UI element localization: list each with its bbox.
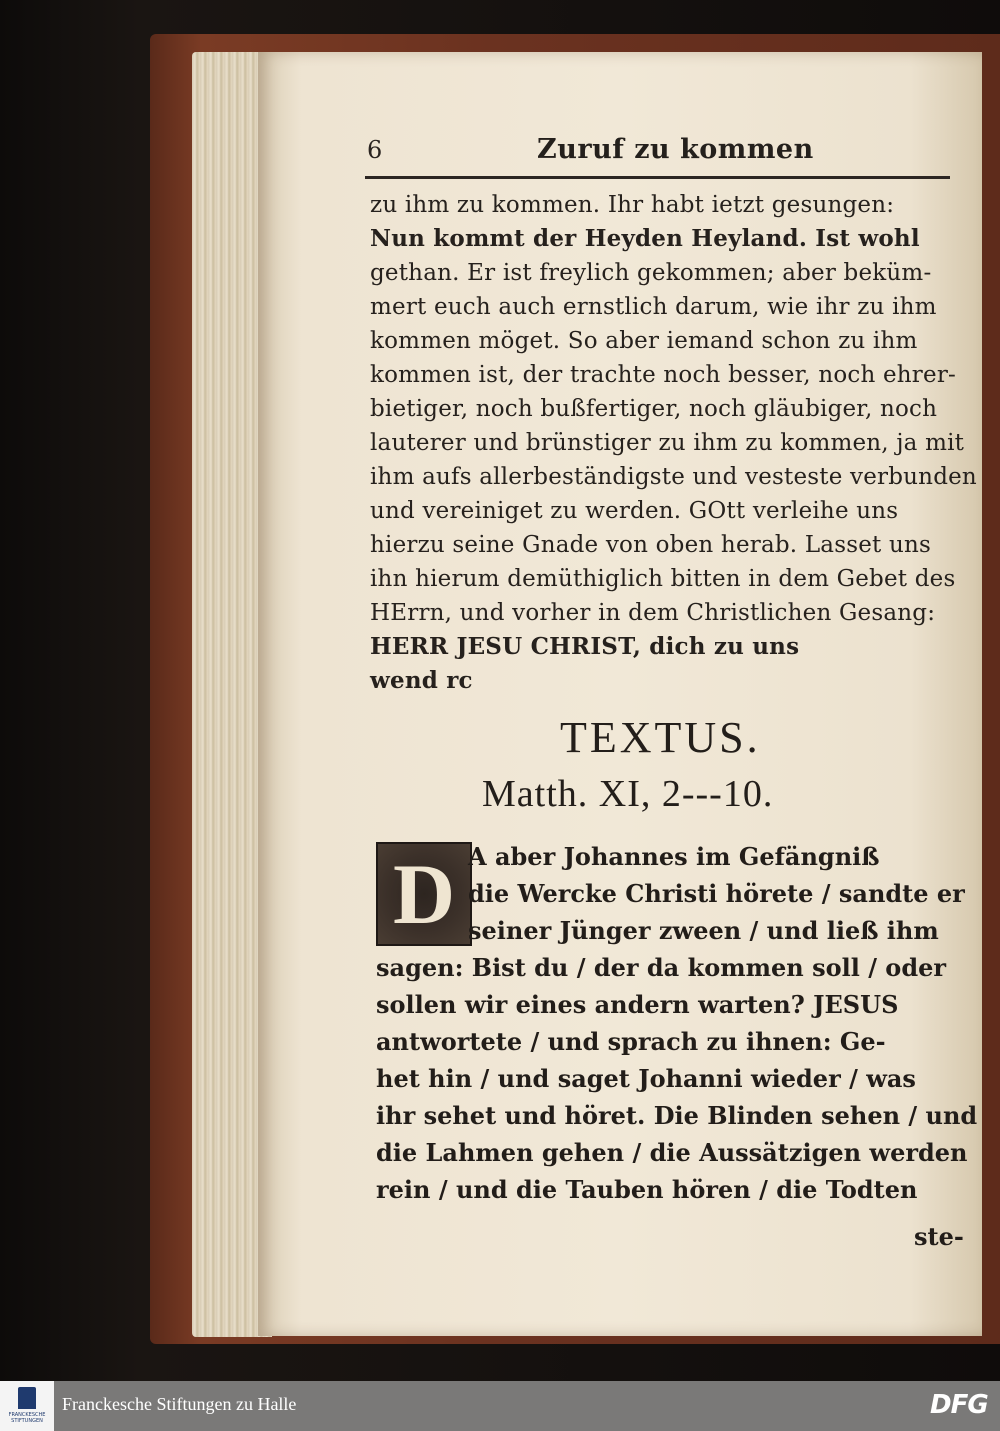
catchword: ste- bbox=[914, 1222, 964, 1251]
text-line: mert euch auch ernstlich darum, wie ihr zu ihm bbox=[370, 294, 937, 320]
text-line: gethan. Er ist freylich gekommen; aber beküm- bbox=[370, 260, 932, 286]
text-line: zu ihm zu kommen. Ihr habt ietzt gesungen: bbox=[370, 192, 895, 218]
logo-text: FRANCKESCHE STIFTUNGEN bbox=[8, 1412, 46, 1424]
bible-reference: Matth. XI, 2---10. bbox=[482, 773, 774, 815]
text-line: bietiger, noch bußfertiger, noch gläubiger, noch bbox=[370, 396, 938, 422]
text-line: het hin / und saget Johanni wieder / was bbox=[376, 1064, 916, 1093]
bible-text bbox=[376, 838, 978, 1208]
text-line: lauterer und brünstiger zu ihm zu kommen, ja mit bbox=[370, 430, 965, 456]
text-line: seiner Jünger zween / und ließ ihm bbox=[468, 916, 939, 945]
preface-text bbox=[370, 188, 977, 698]
text-line: HErrn, und vorher in dem Christlichen Gesang: bbox=[370, 600, 936, 626]
text-line: wend rc bbox=[370, 667, 473, 694]
text-line: Nun kommt der Heyden Heyland. Ist wohl bbox=[370, 225, 920, 252]
text-line: HERR JESU CHRIST, dich zu uns bbox=[370, 633, 800, 660]
text-line: antwortete / und sprach zu ihnen: Ge- bbox=[376, 1027, 886, 1056]
text-line: hierzu seine Gnade von oben herab. Lasset uns bbox=[370, 532, 931, 558]
text-line: ihr sehet und höret. Die Blinden sehen / und bbox=[376, 1101, 978, 1130]
building-icon bbox=[18, 1387, 36, 1409]
institution-link[interactable]: Franckesche Stiftungen zu Halle bbox=[62, 1394, 297, 1414]
text-line: und vereiniget zu werden. GOtt verleihe uns bbox=[370, 498, 899, 524]
text-line: ihm aufs allerbeständigste und vesteste verbunden bbox=[370, 464, 977, 490]
running-head: Zuruf zu kommen bbox=[537, 134, 814, 165]
text-line: die Lahmen gehen / die Aussätzigen werden bbox=[376, 1138, 968, 1167]
text-line: sollen wir eines andern warten? JESUS bbox=[376, 990, 899, 1019]
page-header bbox=[365, 128, 950, 172]
page-number: 6 bbox=[367, 136, 383, 164]
text-line: A aber Johannes im Gefängniß bbox=[468, 842, 880, 871]
dfg-logo[interactable]: DFG bbox=[930, 1390, 988, 1420]
institution-logo[interactable] bbox=[0, 1381, 54, 1431]
viewer-footer bbox=[0, 1381, 1000, 1431]
text-line: kommen möget. So aber iemand schon zu ihm bbox=[370, 328, 918, 354]
section-title: TEXTUS. bbox=[560, 713, 761, 762]
text-line: die Wercke Christi hörete / sandte er bbox=[468, 879, 965, 908]
text-line: ihn hierum demüthiglich bitten in dem Gebet des bbox=[370, 566, 956, 592]
initial-letter: D bbox=[392, 846, 456, 942]
text-line: kommen ist, der trachte noch besser, noch ehrer- bbox=[370, 362, 956, 388]
text-line: rein / und die Tauben hören / die Todten bbox=[376, 1175, 918, 1204]
header-rule bbox=[365, 176, 950, 179]
text-line: sagen: Bist du / der da kommen soll / oder bbox=[376, 953, 947, 982]
